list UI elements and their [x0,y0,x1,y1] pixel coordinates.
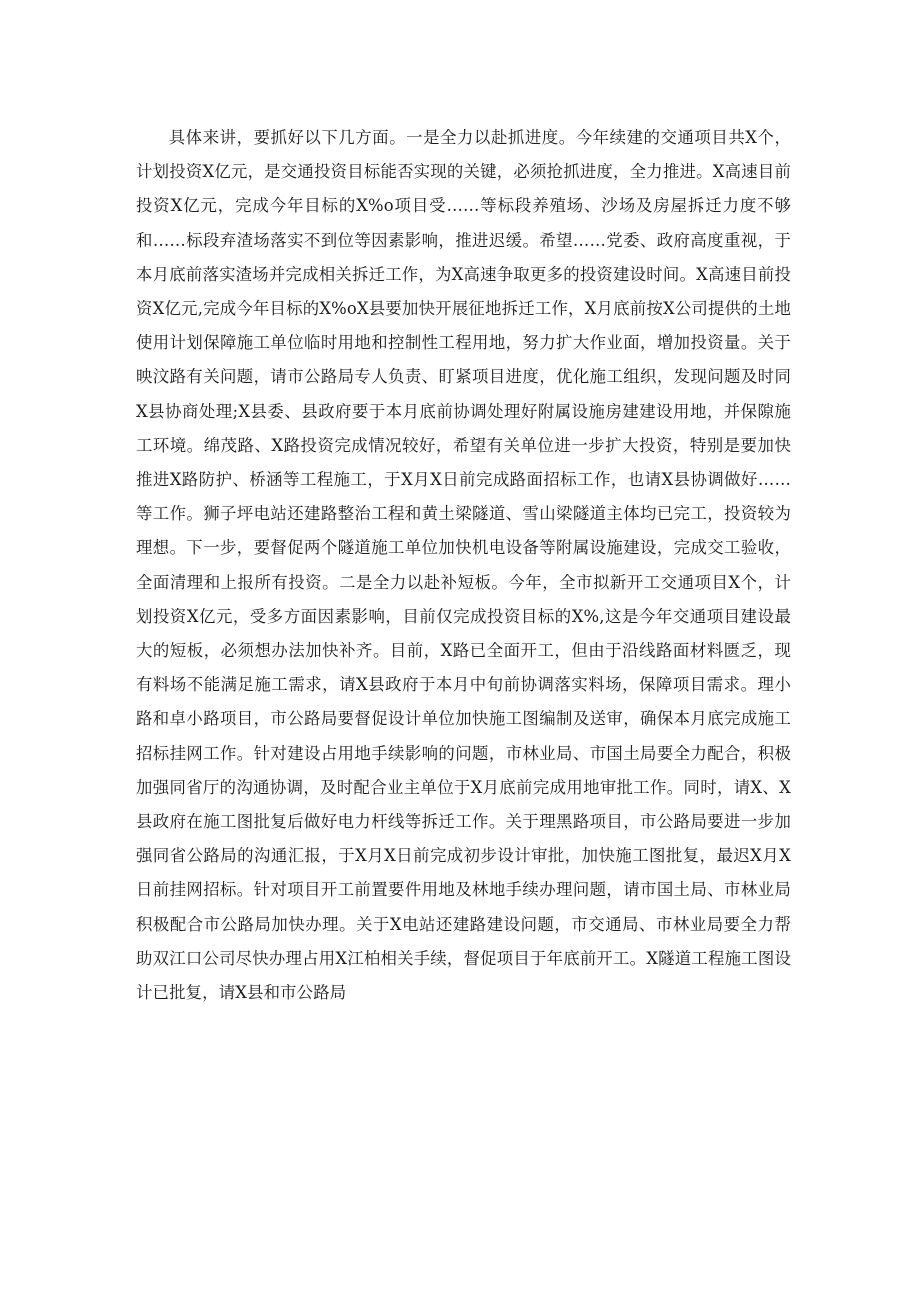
body-paragraph: 具体来讲，要抓好以下几方面。一是全力以赴抓进度。今年续建的交通项目共X个，计划投资X亿元，是交通投资目标能否实现的关键，必须抢抓进度，全力推进。X高速目前投资X亿元，完成今年目标的X%o项目受……等标段养殖场、沙场及房屋拆迁力度不够和……标段弃渣场落实不到位等因素影响，推进迟缓。希望……党委、政府高度重视，于本月底前落实渣场并完成相关拆迁工作，为X高速争取更多的投资建设时间。X高速目前投资X亿元,完成今年目标的X%oX县要加快开展征地拆迁工作，X月底前按X公司提供的土地使用计划保障施工单位临时用地和控制性工程用地，努力扩大作业面，增加投资量。关于映汶路有关问题，请市公路局专人负责、盯紧项目进度，优化施工组织，发现问题及时同X县协商处理;X县委、县政府要于本月底前协调处理好附属设施房建建设用地，并保隙施工环境。绵茂路、X路投资完成情况较好，希望有关单位进一步扩大投资，特别是要加快推进X路防护、桥涵等工程施工，于X月X日前完成路面招标工作，也请X县协调做好……等工作。狮子坪电站还建路整治工程和黄土梁隧道、雪山梁隧道主体均已完工，投资较为理想。下一步，要督促两个隧道施工单位加快机电设备等附属设施建设，完成交工验收，全面清理和上报所有投资。二是全力以赴补短板。今年，全市拟新开工交通项目X个，计划投资X亿元，受多方面因素影响，目前仅完成投资目标的X%,这是今年交通项目建设最大的短板，必须想办法加快补齐。目前，X路已全面开工，但由于沿线路面材料匮乏，现有料场不能满足施工需求，请X县政府于本月中旬前协调落实料场，保障项目需求。理小路和卓小路项目，市公路局要督促设计单位加快施工图编制及送审，确保本月底完成施工招标挂网工作。针对建设占用地手续影响的问题，市林业局、市国土局要全力配合，积极加强同省厅的沟通协调，及时配合业主单位于X月底前完成用地审批工作。同时，请X、X县政府在施工图批复后做好电力杆线等拆迁工作。关于理黑路项目，市公路局要进一步加强同省公路局的沟通汇报，于X月X日前完成初步设计审批，加快施工图批复，最迟X月X日前挂网招标。针对项目开工前置要件用地及林地手续办理问题，请市国土局、市林业局积极配合市公路局加快办理。关于X电站还建路建设问题，市交通局、市林业局要全力帮助双江口公司尽快办理占用X江柏相关手续，督促项目于年底前开工。X隧道工程施工图设计已批复，请X县和市公路局 [136,128,791,1003]
